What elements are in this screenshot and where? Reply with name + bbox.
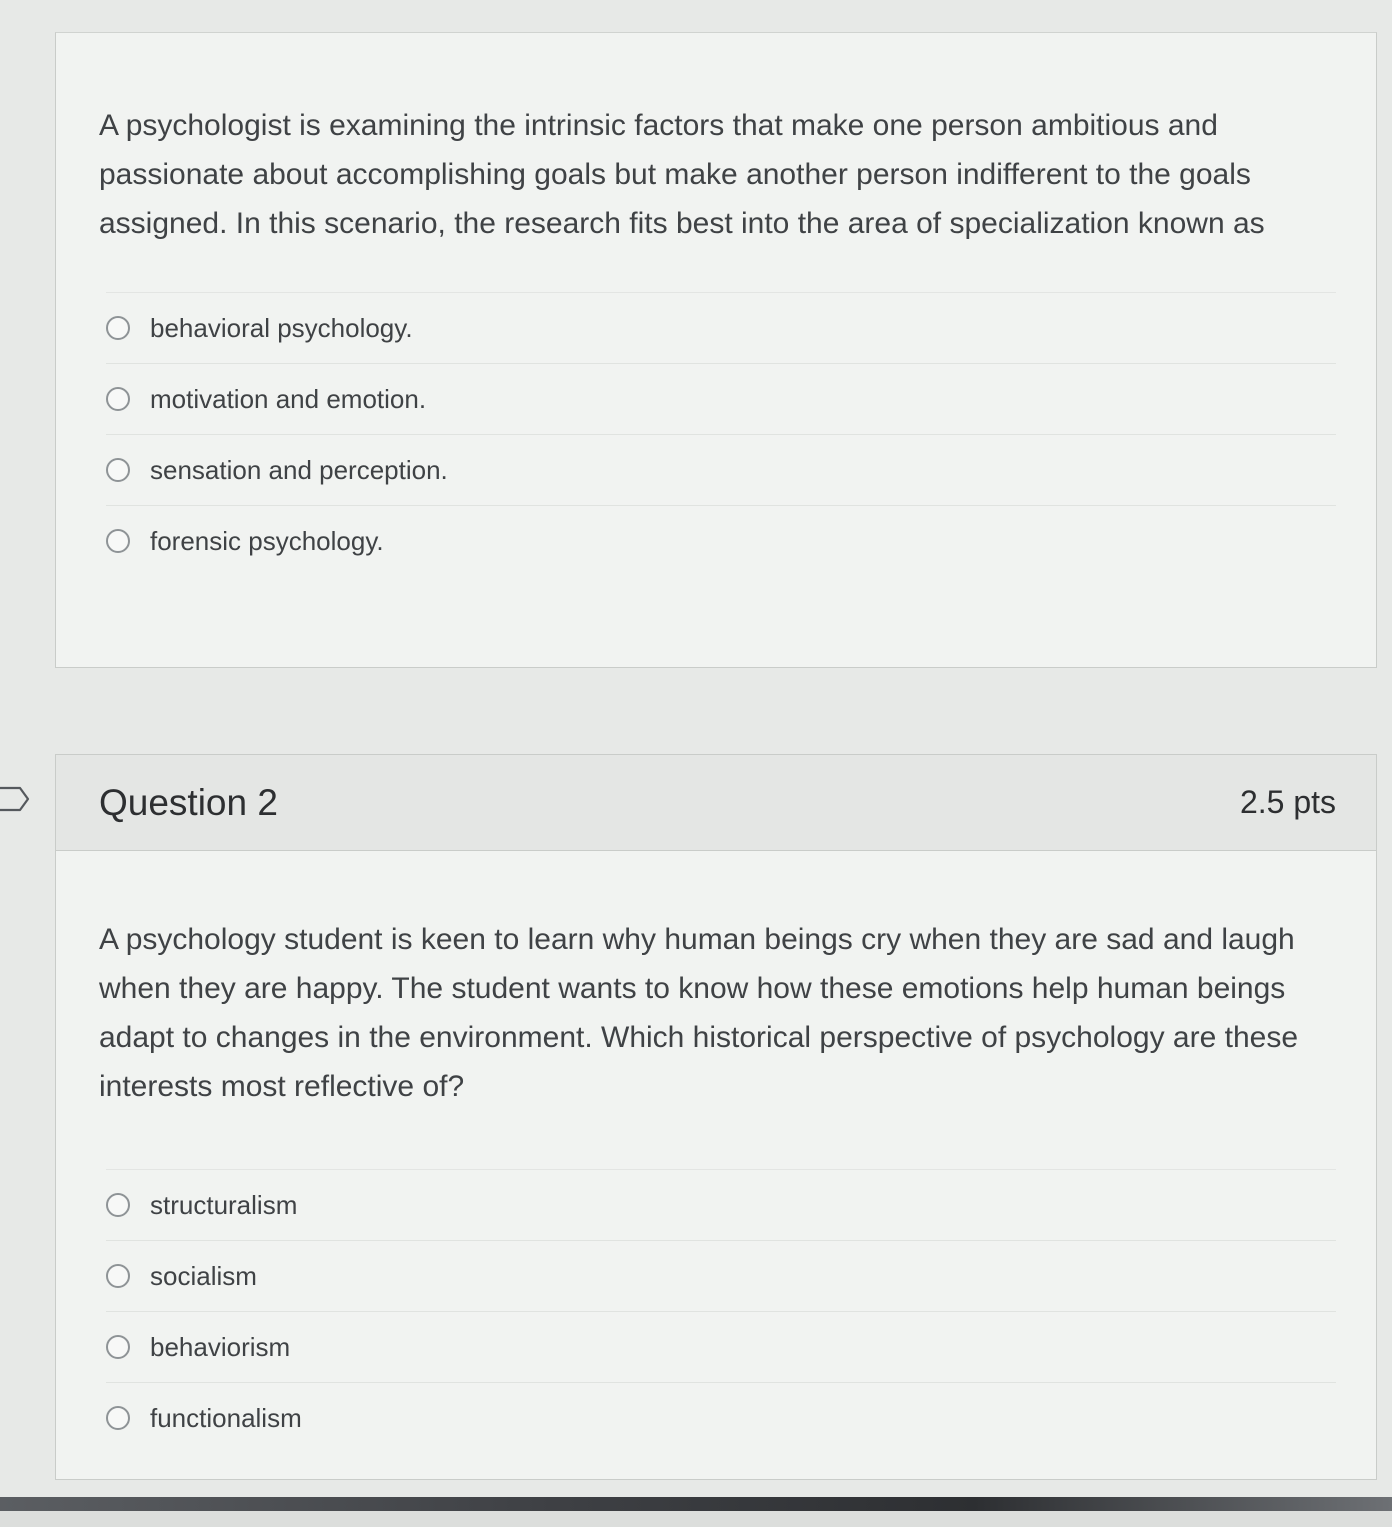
question-title: Question 2 (99, 781, 278, 823)
answer-label: functionalism (150, 1402, 302, 1433)
answer-label: motivation and emotion. (150, 383, 427, 414)
answer-option[interactable] (106, 505, 1336, 576)
answer-option[interactable] (106, 1240, 1336, 1311)
question-2-text: A psychology student is keen to learn why human beings cry when they are sad and laugh when they are happy. The student wants to know how these emotions help human beings adapt to changes in the environment. Which historical perspective of psychology are these interests most reflective of? (99, 923, 1299, 1103)
radio-unselected-icon[interactable] (106, 1193, 130, 1217)
answer-option[interactable] (106, 1311, 1336, 1382)
answer-option[interactable] (106, 1382, 1336, 1453)
question-1-text: A psychologist is examining the intrinsic factors that make one person ambitious and passionate about accomplishing goals but make another person indifferent to the goals assigned. In this scenario, the research fits best into the area of specialization known as (99, 109, 1265, 240)
answer-label: structuralism (150, 1189, 298, 1220)
answer-label: socialism (150, 1260, 257, 1291)
answer-option[interactable] (106, 363, 1336, 434)
question-2-answers (56, 1169, 1376, 1453)
screen-bottom-strip (0, 1511, 1392, 1527)
answer-label: behavioral psychology. (150, 312, 413, 343)
answer-option[interactable] (106, 1169, 1336, 1240)
radio-unselected-icon[interactable] (106, 1406, 130, 1430)
answer-option[interactable] (106, 292, 1336, 363)
screen-bottom-bezel (0, 1497, 1392, 1511)
answer-option[interactable] (106, 434, 1336, 505)
question-points: 2.5 pts (1239, 784, 1336, 820)
radio-unselected-icon[interactable] (106, 387, 130, 411)
question-2-header (56, 755, 1376, 851)
question-2-card (55, 754, 1377, 1480)
answer-label: behaviorism (150, 1331, 291, 1362)
answer-label: forensic psychology. (150, 525, 384, 556)
radio-unselected-icon[interactable] (106, 458, 130, 482)
radio-unselected-icon[interactable] (106, 1264, 130, 1288)
radio-unselected-icon[interactable] (106, 529, 130, 553)
radio-unselected-icon[interactable] (106, 1335, 130, 1359)
question-1-card (55, 32, 1377, 668)
flag-question-icon[interactable] (0, 785, 30, 813)
radio-unselected-icon[interactable] (106, 316, 130, 340)
question-1-answers (56, 292, 1376, 576)
answer-label: sensation and perception. (150, 454, 448, 485)
